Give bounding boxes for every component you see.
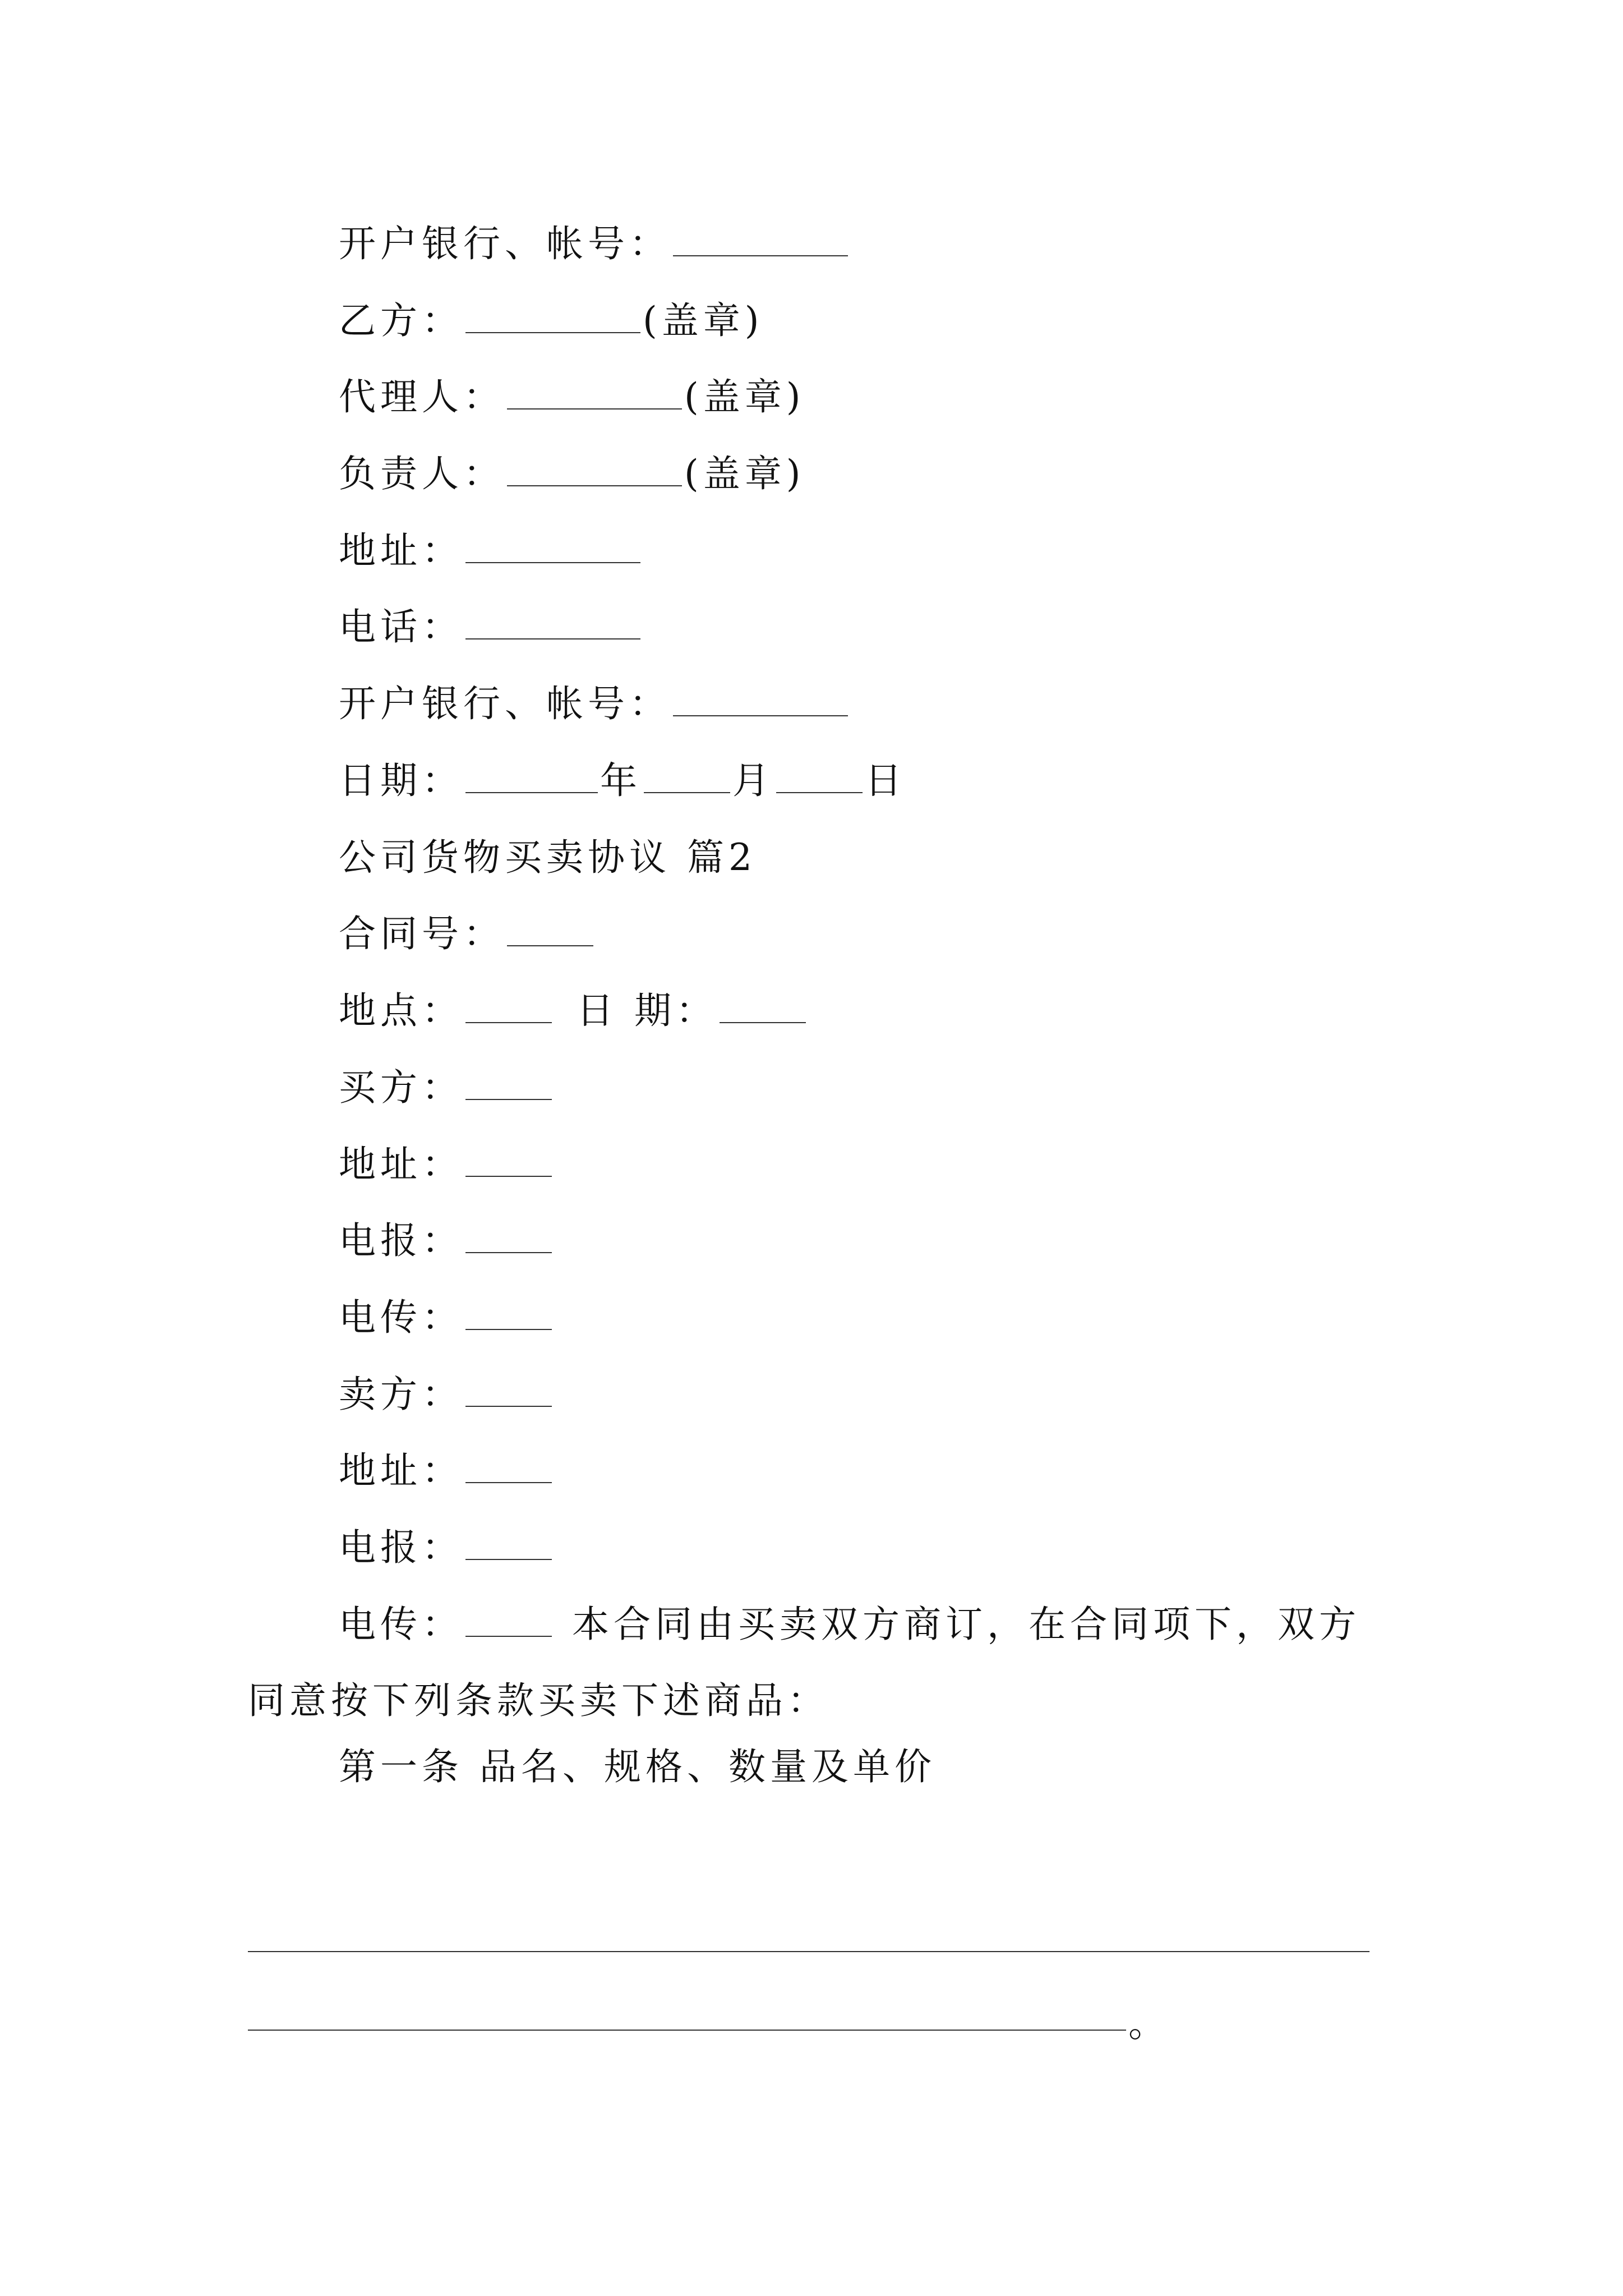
bank-account-line-1 bbox=[339, 216, 850, 272]
blank-field[interactable] bbox=[465, 1526, 552, 1560]
agent-line bbox=[339, 369, 805, 425]
blank-field[interactable] bbox=[465, 1066, 552, 1100]
phone-line bbox=[339, 599, 643, 655]
blank-field[interactable] bbox=[465, 1143, 552, 1177]
seller-telegram-line bbox=[339, 1520, 554, 1576]
long-blank-line-2[interactable] bbox=[248, 2030, 1126, 2031]
buyer-telex-line bbox=[339, 1290, 554, 1346]
blank-field[interactable] bbox=[465, 300, 640, 333]
day-blank[interactable] bbox=[776, 760, 863, 793]
section-title: 公司货物买卖协议 篇2 bbox=[339, 836, 757, 879]
field-label: 买方： bbox=[339, 1066, 463, 1109]
field-label: 电传： bbox=[339, 1296, 463, 1339]
place-blank[interactable] bbox=[465, 990, 552, 1023]
blank-field[interactable] bbox=[465, 1450, 552, 1483]
intro-paragraph bbox=[248, 1586, 1392, 1739]
year-blank[interactable] bbox=[465, 760, 598, 793]
blank-field[interactable] bbox=[465, 1220, 552, 1253]
party-b-line bbox=[339, 293, 764, 349]
field-label: 地址： bbox=[339, 1449, 463, 1492]
field-label: 负责人： bbox=[339, 452, 505, 495]
blank-field[interactable] bbox=[465, 606, 640, 639]
blank-field[interactable] bbox=[465, 1373, 552, 1407]
address-line bbox=[339, 523, 643, 579]
blank-field[interactable] bbox=[507, 913, 593, 946]
date-line bbox=[339, 753, 906, 809]
bank-account-line-2 bbox=[339, 676, 850, 732]
field-label: 乙方： bbox=[339, 299, 463, 342]
seal-note: (盖章) bbox=[643, 299, 764, 342]
date-label: 日 期： bbox=[577, 989, 717, 1032]
field-label: 地址： bbox=[339, 529, 463, 572]
buyer-telegram-line bbox=[339, 1213, 554, 1269]
seal-note: (盖章) bbox=[684, 375, 805, 418]
seller-line bbox=[339, 1366, 554, 1423]
contract-number-line bbox=[339, 906, 596, 962]
closing-period: 。 bbox=[1128, 2002, 1165, 2045]
blank-field[interactable] bbox=[465, 530, 640, 563]
blank-field[interactable] bbox=[465, 1603, 552, 1637]
place-label: 地点： bbox=[339, 989, 463, 1032]
blank-field[interactable] bbox=[507, 376, 682, 409]
seal-note: (盖章) bbox=[684, 452, 805, 495]
month-blank[interactable] bbox=[644, 760, 730, 793]
article-one-heading: 第一条 品名、规格、数量及单价 bbox=[339, 1745, 936, 1788]
field-label: 合同号： bbox=[339, 912, 505, 955]
month-label: 月 bbox=[732, 759, 774, 802]
field-label: 电报： bbox=[339, 1219, 463, 1262]
field-label: 电传： bbox=[339, 1603, 463, 1646]
year-label: 年 bbox=[600, 759, 642, 802]
field-label: 电话： bbox=[339, 605, 463, 648]
field-label: 代理人： bbox=[339, 375, 505, 418]
day-label: 日 bbox=[865, 759, 906, 802]
buyer-address-line bbox=[339, 1137, 554, 1193]
field-label: 开户银行、帐号： bbox=[339, 222, 671, 265]
intro-text: 本合同由买卖双方商订，在合同项下，双方同意按下列条款买卖下述商品： bbox=[248, 1603, 1361, 1722]
responsible-person-line bbox=[339, 446, 805, 502]
blank-field[interactable] bbox=[465, 1296, 552, 1330]
field-label: 电报： bbox=[339, 1526, 463, 1569]
field-label: 开户银行、帐号： bbox=[339, 682, 671, 725]
date-blank[interactable] bbox=[720, 990, 806, 1023]
blank-field[interactable] bbox=[673, 683, 848, 716]
long-blank-line-1[interactable] bbox=[248, 1951, 1370, 1952]
place-date-line bbox=[339, 983, 808, 1039]
field-label: 日期： bbox=[339, 759, 463, 802]
buyer-line bbox=[339, 1060, 554, 1116]
field-label: 卖方： bbox=[339, 1373, 463, 1416]
blank-field[interactable] bbox=[507, 453, 682, 486]
blank-field[interactable] bbox=[673, 223, 848, 256]
field-label: 地址： bbox=[339, 1143, 463, 1186]
seller-address-line bbox=[339, 1443, 554, 1499]
